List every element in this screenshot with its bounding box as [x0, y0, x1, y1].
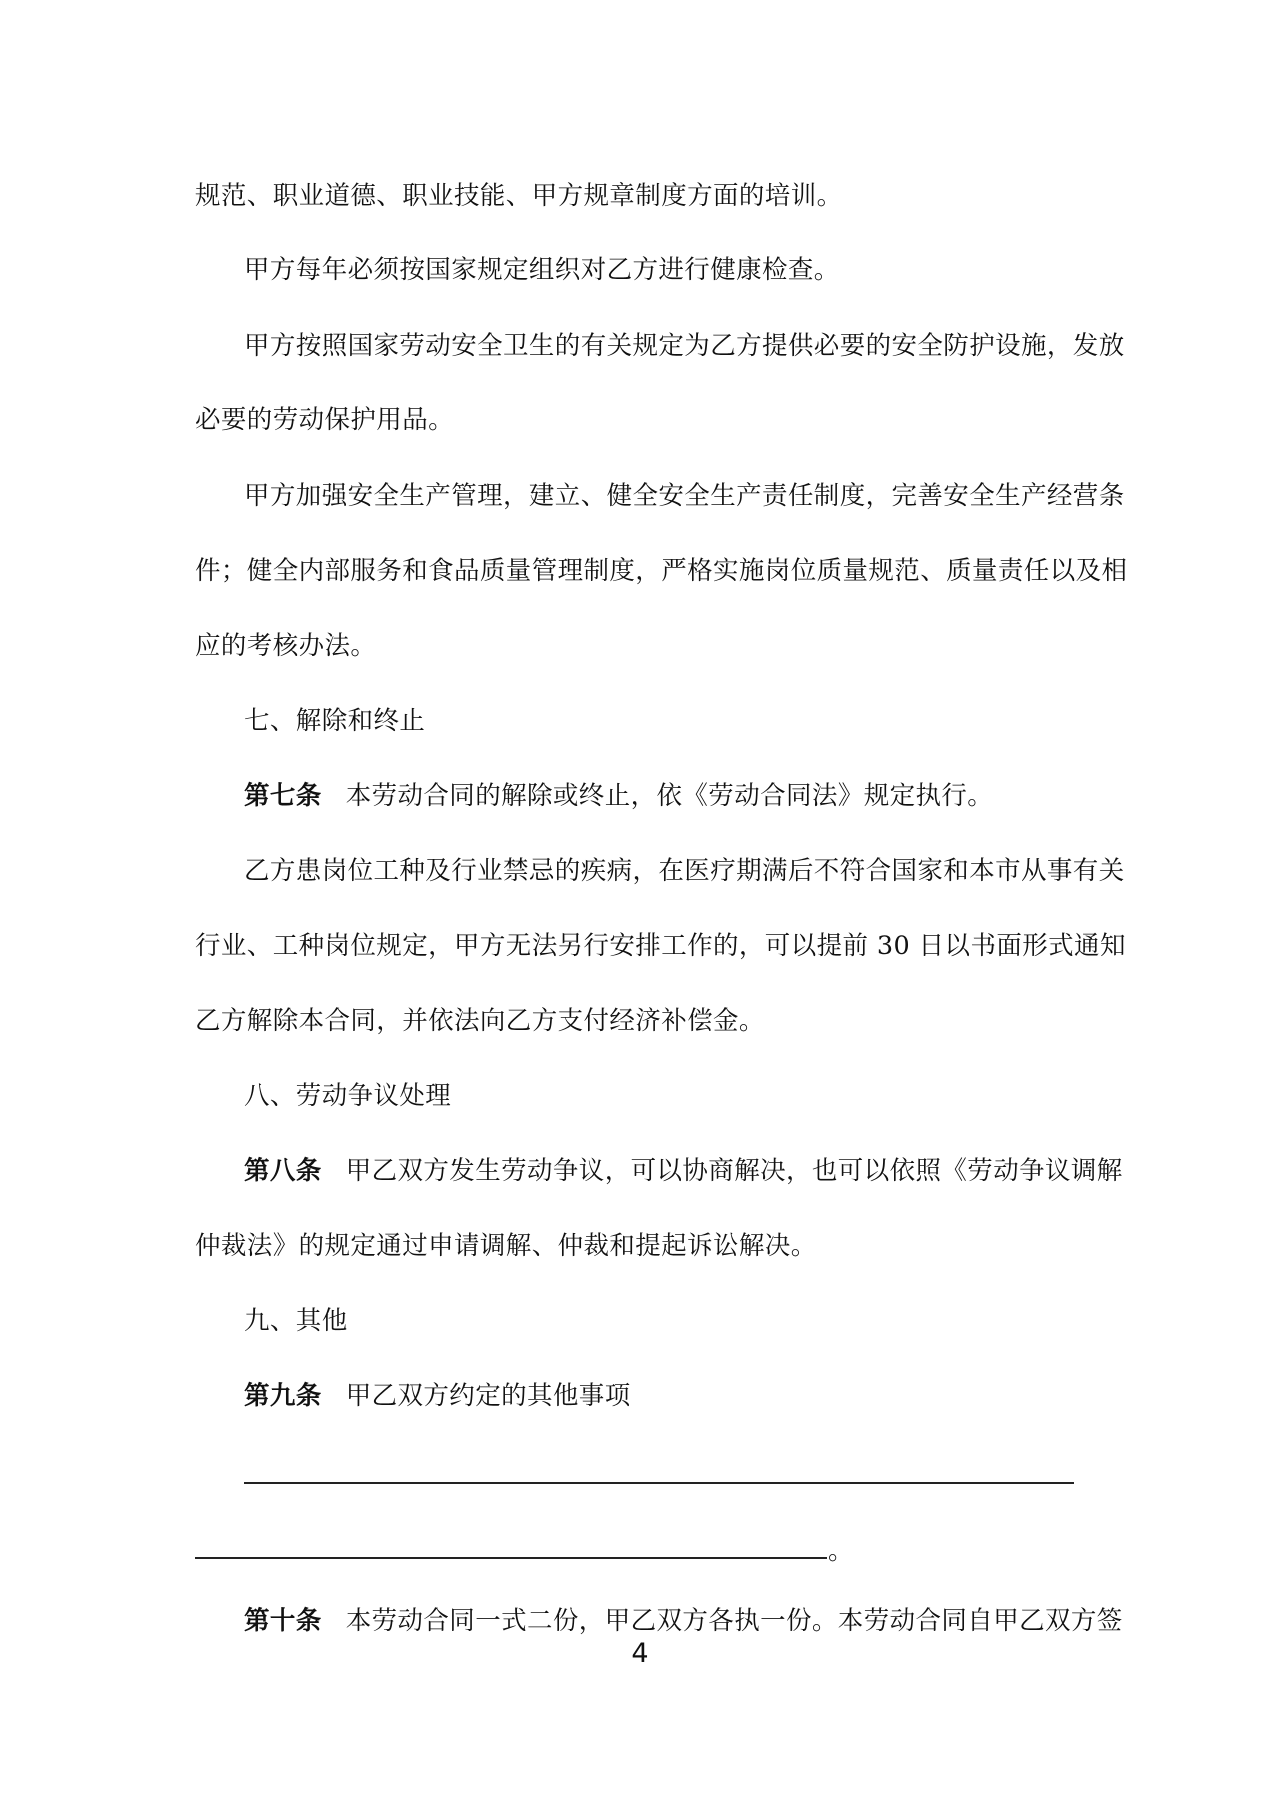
- article-label: 第八条: [244, 1156, 322, 1186]
- page-number: 4: [631, 1638, 649, 1669]
- article-label: 第十条: [244, 1606, 322, 1636]
- article-10: [244, 1603, 1123, 1639]
- paragraph-line: 必要的劳动保护用品。: [195, 405, 455, 435]
- article-text: 本劳动合同一式二份，甲乙双方各执一份。本劳动合同自甲乙双方签: [345, 1606, 1123, 1636]
- article-text: 甲乙双方发生劳动争议，可以协商解决，也可以依照《劳动争议调解: [345, 1156, 1123, 1186]
- section-heading: 七、解除和终止: [244, 706, 426, 736]
- article-text: 甲乙双方约定的其他事项: [345, 1381, 631, 1411]
- paragraph-line: 规范、职业道德、职业技能、甲方规章制度方面的培训。: [195, 181, 843, 211]
- paragraph-line: 乙方患岗位工种及行业禁忌的疾病，在医疗期满后不符合国家和本市从事有关: [244, 856, 1125, 886]
- article-8: [244, 1153, 1123, 1189]
- article-label: 第七条: [244, 781, 322, 811]
- blank-line-period: 。: [828, 1536, 854, 1566]
- blank-fill-line: [244, 1482, 1074, 1484]
- section-heading: 八、劳动争议处理: [244, 1081, 452, 1111]
- paragraph-line: 行业、工种岗位规定，甲方无法另行安排工作的，可以提前 30 日以书面形式通知: [195, 931, 1126, 961]
- article-7: [244, 778, 1075, 814]
- section-heading: 九、其他: [244, 1306, 348, 1336]
- paragraph-line: 甲方每年必须按国家规定组织对乙方进行健康检查。: [244, 255, 840, 285]
- article-text: 本劳动合同的解除或终止，依《劳动合同法》规定执行。: [345, 781, 994, 811]
- article-9: [244, 1378, 1075, 1414]
- blank-fill-line: [195, 1557, 827, 1559]
- paragraph-line: 件；健全内部服务和食品质量管理制度，严格实施岗位质量规范、质量责任以及相: [195, 556, 1128, 586]
- paragraph-line: 应的考核办法。: [195, 631, 377, 661]
- article-label: 第九条: [244, 1381, 322, 1411]
- paragraph-line: 乙方解除本合同，并依法向乙方支付经济补偿金。: [195, 1006, 765, 1036]
- paragraph-line: 甲方加强安全生产管理，建立、健全安全生产责任制度，完善安全生产经营条: [244, 481, 1125, 511]
- paragraph-line: 仲裁法》的规定通过申请调解、仲裁和提起诉讼解决。: [195, 1231, 817, 1261]
- paragraph-line: 甲方按照国家劳动安全卫生的有关规定为乙方提供必要的安全防护设施，发放: [244, 331, 1125, 361]
